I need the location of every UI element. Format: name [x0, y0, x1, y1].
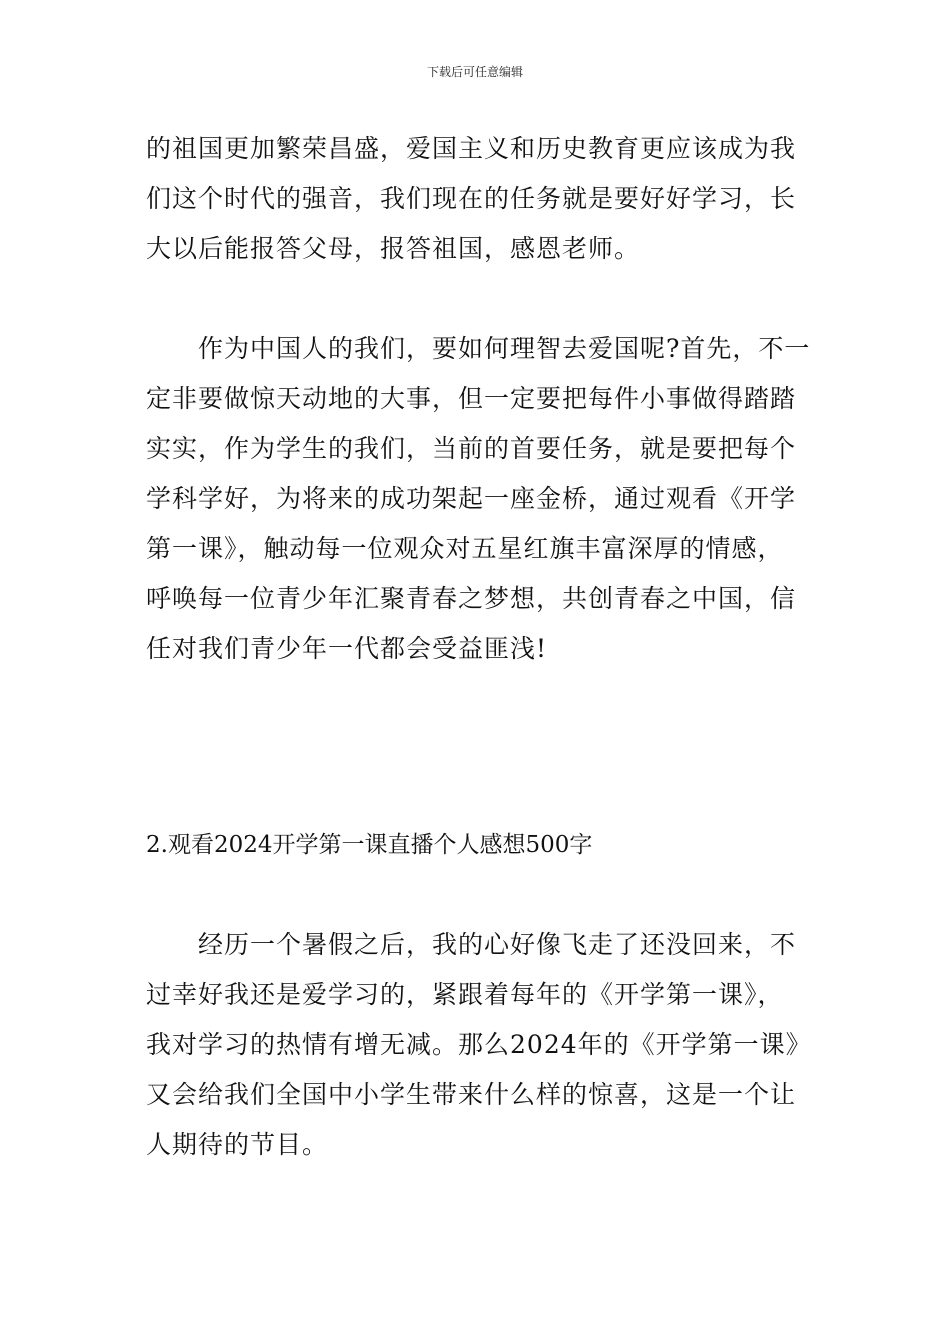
section-heading: 2.观看2024开学第一课直播个人感想500字: [146, 832, 593, 858]
paragraph-3: [146, 920, 812, 1170]
paragraph-line: 们这个时代的强音，我们现在的任务就是要好好学习，长: [146, 184, 797, 213]
paragraph-line: 我对学习的热情有增无减。那么2024年的《开学第一课》: [146, 1030, 812, 1059]
paragraph-line: 又会给我们全国中小学生带来什么样的惊喜，这是一个让: [146, 1080, 797, 1109]
paragraph-line: 第一课》，触动每一位观众对五星红旗丰富深厚的情感，: [146, 534, 784, 563]
paragraph-line: 学科学好，为将来的成功架起一座金桥，通过观看《开学: [146, 484, 797, 513]
paragraph-1: [146, 124, 808, 274]
paragraph-line: 呼唤每一位青少年汇聚青春之梦想，共创青春之中国，信: [146, 584, 797, 613]
paragraph-line: 过幸好我还是爱学习的，紧跟着每年的《开学第一课》，: [146, 980, 784, 1009]
paragraph-line: 的祖国更加繁荣昌盛，爱国主义和历史教育更应该成为我: [146, 134, 797, 163]
page-header: 下载后可任意编辑: [426, 65, 523, 79]
paragraph-line: 任对我们青少年一代都会受益匪浅!: [146, 634, 548, 663]
paragraph-line: 人期待的节目。: [146, 1130, 329, 1159]
paragraph-line: 作为中国人的我们，要如何理智去爱国呢?首先，不一: [198, 334, 811, 363]
paragraph-line: 定非要做惊天动地的大事，但一定要把每件小事做得踏踏: [146, 384, 797, 413]
paragraph-line: 大以后能报答父母，报答祖国，感恩老师。: [146, 234, 641, 263]
paragraph-line: 实实，作为学生的我们，当前的首要任务，就是要把每个: [146, 434, 797, 463]
paragraph-2: [146, 324, 811, 674]
paragraph-line: 经历一个暑假之后，我的心好像飞走了还没回来，不: [198, 930, 797, 959]
